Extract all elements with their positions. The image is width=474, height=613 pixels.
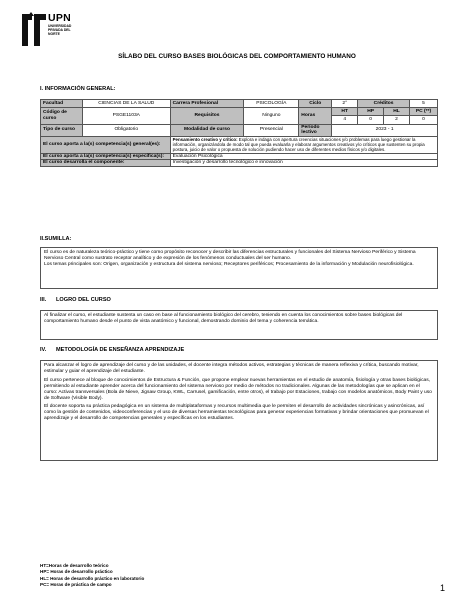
tipo-value: Obligatorio (82, 124, 170, 136)
section-3-number: III. (40, 297, 47, 303)
requisitos-label: Requisitos (170, 108, 244, 124)
comp-general-label: El curso aporta a la(s) competencia(s) general(es): (41, 136, 171, 153)
tipo-label: Tipo de curso (41, 124, 83, 136)
comp-general-cell (170, 136, 437, 153)
section-4-heading: METODOLOGÍA DE ENSEÑANZA APRENDIZAJE (56, 347, 185, 353)
hour-header-hl: HL (384, 108, 410, 116)
sumilla-box (40, 247, 438, 289)
hour-value-ht: 4 (332, 116, 358, 124)
table-row (41, 160, 438, 167)
modalidad-value: Presencial (244, 124, 299, 136)
table-row (41, 124, 438, 136)
ciclo-label: Ciclo (299, 100, 332, 108)
codigo-label: Código de curso (41, 108, 83, 124)
table-row (41, 153, 438, 160)
legend-hp: HP= Horas de desarrollo práctico (40, 569, 113, 575)
modalidad-label: Modalidad de curso (170, 124, 244, 136)
facultad-value: CIENCIAS DE LA SALUD (82, 100, 170, 108)
document-title: SÍLABO DEL CURSO BASES BIOLÓGICAS DEL COMPORTAMIENTO HUMANO (118, 53, 356, 60)
legend-hl: HL= Horas de desarrollo práctico en laboratorio (40, 575, 145, 581)
logo-subtitle: UNIVERSIDAD PRIVADA DEL NORTE (48, 24, 72, 36)
page-number: 1 (440, 583, 446, 593)
upn-logo (22, 10, 112, 48)
sumilla-paragraph-2: Los temas principales son: Origen, organización y estructura del sistema nervioso; Receptores periféricos; Procesamiento de la información y Modulación neurofisiológica. (44, 261, 414, 267)
facultad-label: Facultad (41, 100, 83, 108)
metodologia-paragraph-2: El curso pertenece al bloque de conocimientos de Estructura & Función, que propone emplear nuevas herramientas en el estudio de anatomía, fisiología y otras bases biológicas, permitiendo al estudiante aprender acerca del funcionamiento del sistema nervioso por medio de métodos no tradicionales. Algunas de las metodologías que se aplican en el curso: Activas transversales (Bola de Nieve, Jigsaw Group, KWL, Carrusel, gamificación, entre otros), el trabajo por Estaciones, trabajo con modelos anatómicos, Body Paint y uso de Software (Visible Body). (44, 377, 432, 401)
ciclo-value: 2° (332, 100, 358, 108)
legend-pc: PC= Horas de práctica de campo (40, 581, 112, 587)
carrera-value: PSICOLOGÍA (244, 100, 299, 108)
section-2-heading: II.SUMILLA: (40, 236, 72, 242)
table-row (41, 108, 438, 116)
upn-logo-icon (22, 12, 46, 46)
codigo-value: PSGE1103A (82, 108, 170, 124)
general-info-table (40, 99, 438, 167)
metodologia-paragraph-3: El docente soporta su práctica pedagógica en un sistema de multiplataformas y recursos multimedia que le permiten el desarrollo de actividades sincrónicas y asincrónicas, así como la gestión de contenidos, videoconferencias y el uso de diversas herramientas tecnológicas para generar experiencias formativas y brindar orientaciones que promuevan el aprendizaje y el desarrollo de competencias generales y específicas en los estudiantes. (44, 404, 429, 422)
logo-text: UPN (48, 12, 72, 24)
hour-value-hl: 2 (384, 116, 410, 124)
hour-header-ht: HT (332, 108, 358, 116)
componente-label: El curso desarrolla el componente: (41, 160, 171, 167)
section-4-number: IV. (40, 347, 47, 353)
sumilla-paragraph-1: El curso es de naturaleza teórico-práctico y tiene como propósito reconocer y describir las diferencias estructurales y funcionales del Sistema Nervioso Periférico y Sistema Nervioso Central como sustrato receptor analítico y de expresión de los fenómenos conductuales del ser humano. (44, 250, 416, 261)
hours-legend (40, 563, 144, 588)
comp-general-bold: Pensamiento creativo y crítico: (172, 136, 238, 142)
logro-box (40, 310, 438, 340)
hour-value-pc: 0 (410, 116, 438, 124)
comp-especifica-label: El curso aporta a la(s) competencia(s) específica(s): (41, 153, 171, 160)
hour-value-hp: 0 (358, 116, 384, 124)
table-row (41, 100, 438, 108)
hour-header-pc: PC (**) (410, 108, 438, 116)
periodo-label: Período lectivo (299, 124, 332, 136)
horas-label: Horas (299, 108, 332, 124)
comp-especifica-value: Evaluación Psicológica (170, 153, 437, 160)
componente-value: Investigación y desarrollo tecnológico e innovación (170, 160, 437, 167)
carrera-label: Carrera Profesional (170, 100, 244, 108)
legend-ht: HT=Horas de desarrollo teórico (40, 563, 109, 568)
requisitos-value: Ninguno (244, 108, 299, 124)
table-row (41, 136, 438, 153)
periodo-value: 2023 - 1 (332, 124, 438, 136)
metodologia-paragraph-1: Para alcanzar el logro de aprendizaje del curso y de las unidades, el docente integra métodos activos, estrategias y técnicas de manera reflexiva y crítica, buscando motivar, estimular y guiar el aprendizaje del estudiante. (44, 363, 419, 374)
creditos-label: Créditos (358, 100, 410, 108)
creditos-value: 5 (410, 100, 438, 108)
comp-general-text: Explora e indaga con apertura creencias situaciones y/o problemas para luego gestionar la información, organizándola de modo tal que pueda evaluarla y elaborar argumentos creativos y/o críticos que sustenten su propia postura, juicio de valor o propuesta de solución pudiendo hacer uso de diferentes medios físicos y/o digitales. (172, 136, 425, 153)
section-1-heading: I. INFORMACIÓN GENERAL: (40, 86, 116, 92)
section-3-heading: LOGRO DEL CURSO (56, 297, 111, 303)
hour-header-hp: HP (358, 108, 384, 116)
metodologia-box (40, 360, 438, 461)
logro-paragraph: Al finalizar el curso, el estudiante sustenta un caso en base al funcionamiento biológico del cerebro, teniendo en cuenta los conocimientos sobre bases biológicas del comportamiento humano desde el punto de vista anatómico y funcional, demostrando dominio del tema y coherencia temática. (44, 313, 403, 324)
